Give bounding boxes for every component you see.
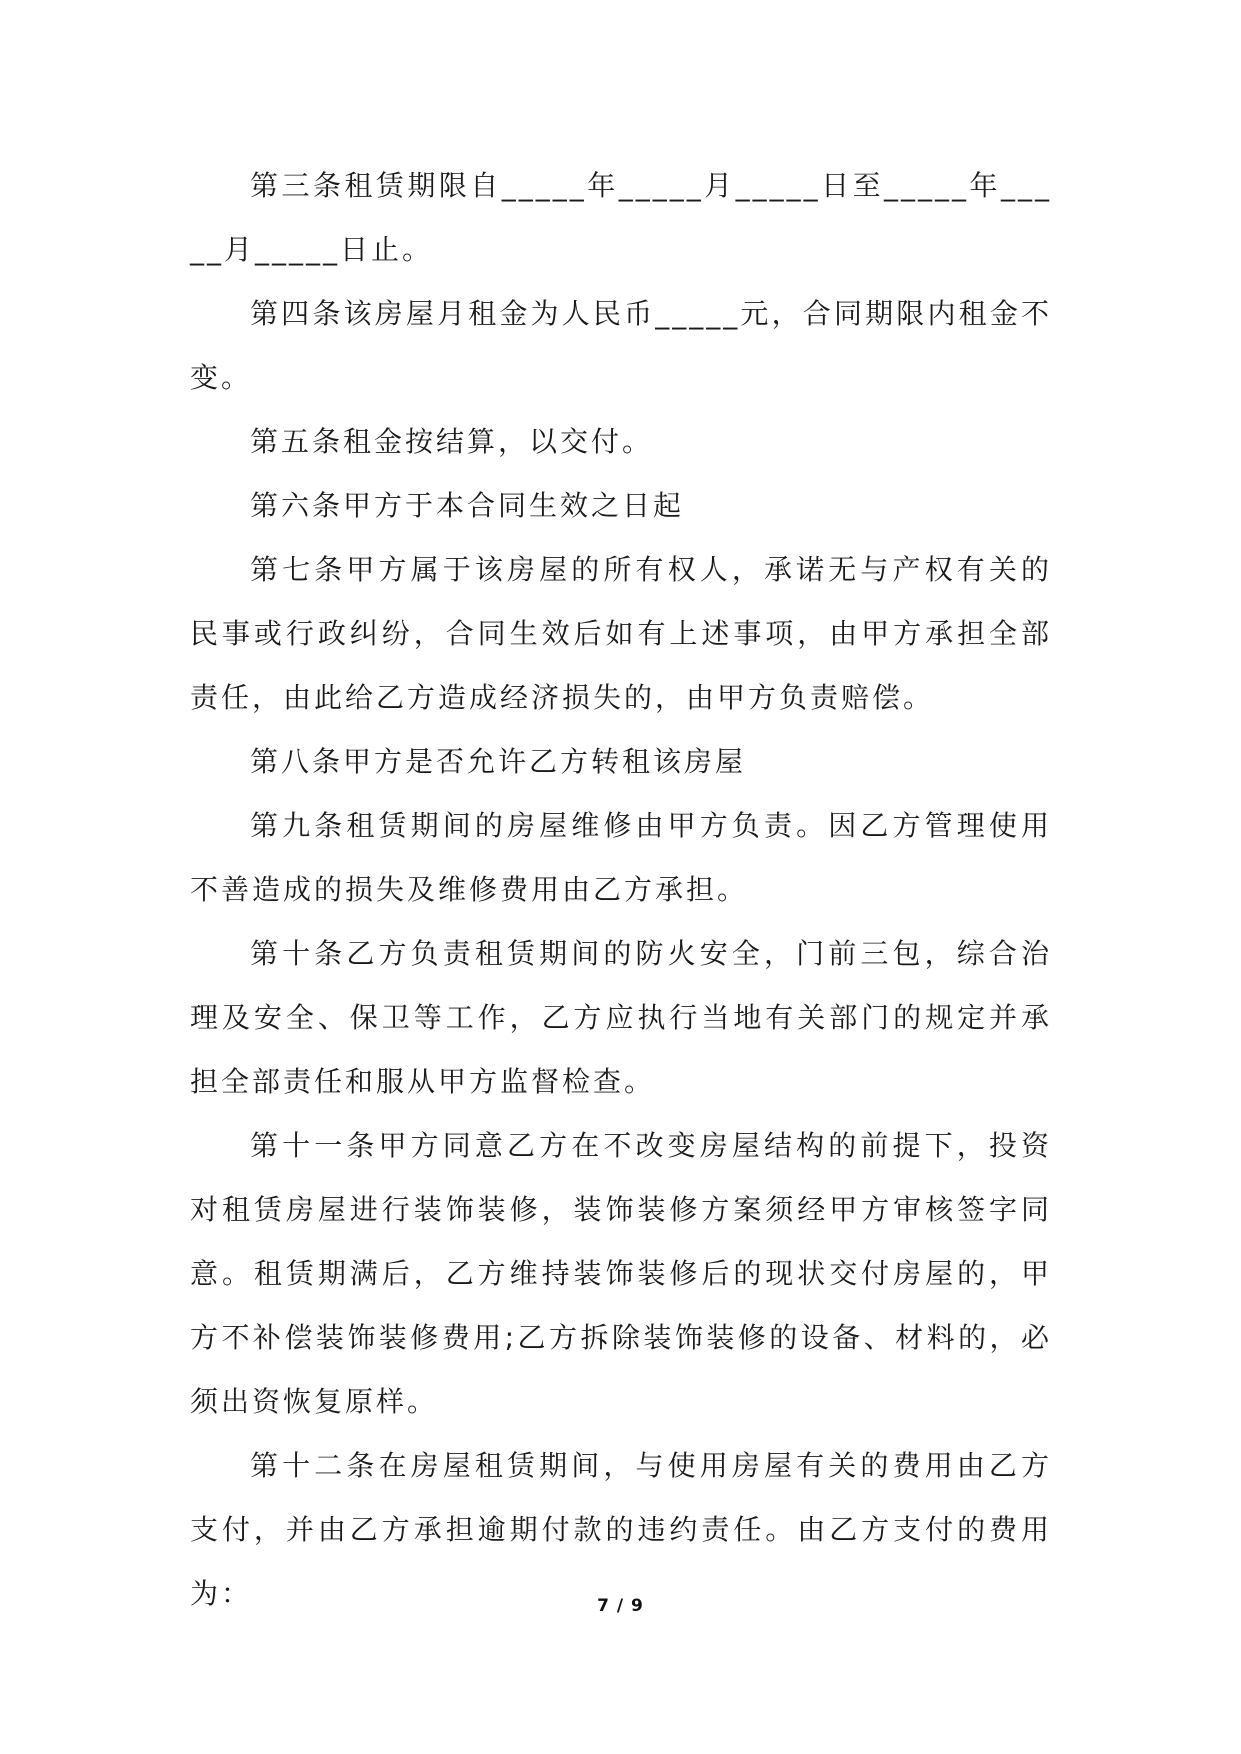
clause-8: 第八条甲方是否允许乙方转租该房屋 (250, 745, 747, 778)
clause-10: 第十条乙方负责租赁期间的防火安全，门前三包，综合治理及安全、保卫等工作，乙方应执行当地有关部门的规定并承担全部责任和服从甲方监督检查。 (190, 937, 1052, 1098)
clause-4: 第四条该房屋月租金为人民币_____元，合同期限内租金不变。 (190, 297, 1052, 394)
clause-11: 第十一条甲方同意乙方在不改变房屋结构的前提下，投资对租赁房屋进行装饰装修，装饰装修方案须经甲方审核签字同意。租赁期满后，乙方维持装饰装修后的现状交付房屋的，甲方不补偿装饰装修费用;乙方拆除装饰装修的设备、材料的，必须出资恢复原样。 (190, 1129, 1052, 1418)
document-body (190, 154, 1052, 1626)
page-number: 7 / 9 (597, 1596, 644, 1616)
clause-5: 第五条租金按结算，以交付。 (250, 425, 654, 458)
clause-12: 第十二条在房屋租赁期间，与使用房屋有关的费用由乙方支付，并由乙方承担逾期付款的违约责任。由乙方支付的费用为： (190, 1449, 1052, 1610)
clause-6: 第六条甲方于本合同生效之日起 (250, 489, 685, 522)
clause-9: 第九条租赁期间的房屋维修由甲方负责。因乙方管理使用不善造成的损失及维修费用由乙方承担。 (190, 809, 1052, 906)
clause-3: 第三条租赁期限自_____年_____月_____日至_____年_____月_____日止。 (190, 169, 1052, 266)
clause-7: 第七条甲方属于该房屋的所有权人，承诺无与产权有关的民事或行政纠纷，合同生效后如有上述事项，由甲方承担全部责任，由此给乙方造成经济损失的，由甲方负责赔偿。 (190, 553, 1052, 714)
